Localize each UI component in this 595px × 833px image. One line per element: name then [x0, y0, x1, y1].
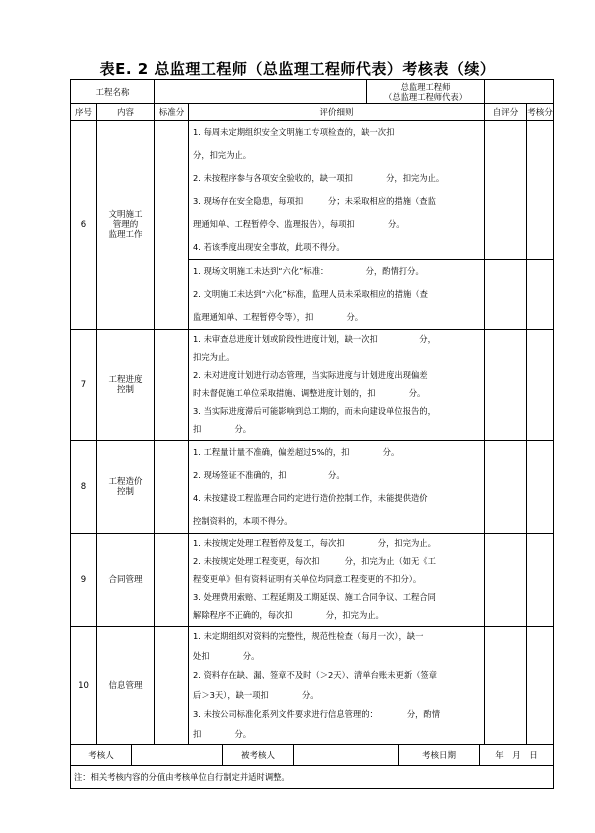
project-name-label: 工程名称 [71, 80, 155, 104]
row-number: 7 [71, 330, 97, 441]
table-row [71, 121, 554, 260]
row-content: 工程进度 控制 [97, 330, 155, 441]
assess-score-cell[interactable] [527, 627, 554, 745]
criteria-cell: 1. 未定期组织对资料的完整性，规范性检查（每月一次），缺一 处扣 分。 2. 资料存在缺、漏、签章不及时（＞2天）、清单台账未更新（签章 后＞3天），缺一项扣 分。 3. 未按公司标准化系列文件要求进行信息管理的： 分，酌情 扣 分。 [189, 627, 485, 745]
col-header-content: 内容 [97, 104, 155, 121]
assessee-field[interactable] [294, 745, 399, 765]
table-row [71, 627, 554, 745]
page-title: 表E. 2 总监理工程师（总监理工程师代表）考核表（续） [99, 60, 496, 78]
footnote: 注：相关考核内容的分值由考核单位自行制定并适时调整。 [71, 766, 554, 789]
std-score-cell[interactable] [155, 627, 189, 745]
self-score-cell[interactable] [485, 260, 527, 330]
row-content: 工程造价 控制 [97, 441, 155, 534]
assess-score-cell[interactable] [527, 121, 554, 260]
criteria-cell: 1. 未按规定处理工程暂停及复工，每次扣 分，扣完为止。 2. 未按规定处理工程变更，每次扣 分，扣完为止（如无《工 程变更单》但有资料证明有关单位均同意工程变更的不扣分）。 3. 处理费用索赔、工程延期及工期延误、施工合同争议、工程合同 解除程序不正确的，每次扣 分，扣完为止。 [189, 534, 485, 627]
role-name-field[interactable] [485, 80, 554, 104]
self-score-cell[interactable] [485, 534, 527, 627]
project-name-field[interactable] [155, 80, 485, 104]
assessment-table [70, 79, 554, 789]
col-header-criteria: 评价细则 [189, 104, 485, 121]
table-row [71, 534, 554, 627]
assessor-label: 考核人 [71, 745, 132, 765]
table-row [71, 330, 554, 441]
std-score-cell[interactable] [155, 534, 189, 627]
assessee-label: 被考核人 [223, 745, 294, 765]
table-row [71, 441, 554, 534]
signature-row [71, 745, 554, 766]
project-name-row [71, 80, 554, 104]
col-header-no: 序号 [71, 104, 97, 121]
row-number: 9 [71, 534, 97, 627]
col-header-assess: 考核分 [527, 104, 554, 121]
assess-score-cell[interactable] [527, 534, 554, 627]
criteria-cell: 1. 工程量计量不准确，偏差超过5%的，扣 分。 2. 现场签证不准确的，扣 分。 4. 未按建设工程监理合同约定进行造价控制工作，未能提供造价 控制资料的，本项不得分。 [189, 441, 485, 534]
std-score-cell[interactable] [155, 330, 189, 441]
column-header-row [71, 104, 554, 121]
assess-score-cell[interactable] [527, 260, 554, 330]
self-score-cell[interactable] [485, 121, 527, 260]
self-score-cell[interactable] [485, 441, 527, 534]
self-score-cell[interactable] [485, 330, 527, 441]
row-number: 8 [71, 441, 97, 534]
row-number: 6 [71, 121, 97, 330]
row-content: 文明施工 管理的 监理工作 [97, 121, 155, 330]
row-content: 信息管理 [97, 627, 155, 745]
self-score-cell[interactable] [485, 627, 527, 745]
col-header-self: 自评分 [485, 104, 527, 121]
assess-score-cell[interactable] [527, 330, 554, 441]
std-score-cell[interactable] [155, 121, 189, 330]
criteria-cell: 1. 未审查总进度计划或阶段性进度计划，缺一次扣 分， 扣完为止。 2. 未对进度计划进行动态管理，当实际进度与计划进度出现偏差 时未督促施工单位采取措施、调整进度计划的，扣 分。 3. 当实际进度滞后可能影响到总工期的，而未向建设单位报告的， 扣 分。 [189, 330, 485, 441]
date-label: 考核日期 [399, 745, 480, 765]
col-header-std: 标准分 [155, 104, 189, 121]
note-row [71, 766, 554, 789]
row-number: 10 [71, 627, 97, 745]
date-field[interactable]: 年 月 日 [495, 751, 538, 761]
assess-score-cell[interactable] [527, 441, 554, 534]
std-score-cell[interactable] [155, 441, 189, 534]
row-content: 合同管理 [97, 534, 155, 627]
assessor-field[interactable] [132, 745, 223, 765]
role-label: 总监理工程师 （总监理工程师代表） [384, 81, 467, 102]
criteria-cell: 1. 现场文明施工未达到“六化”标准： 分，酌情打分。 2. 文明施工未达到“六化”标准，监理人员未采取相应的措施（查 监理通知单、工程暂停令等），扣 分。 [189, 260, 485, 330]
criteria-cell: 1. 每周未定期组织安全文明施工专项检查的，缺一次扣 分，扣完为止。 2. 未按程序参与各项安全验收的，缺一项扣 分，扣完为止。 3. 现场存在安全隐患，每项扣 分；未采取相应的措施（查监 理通知单、工程暂停令、监理报告），每项扣 分。 4. 若该季度出现安全事故，此项不得分。 [189, 121, 485, 260]
